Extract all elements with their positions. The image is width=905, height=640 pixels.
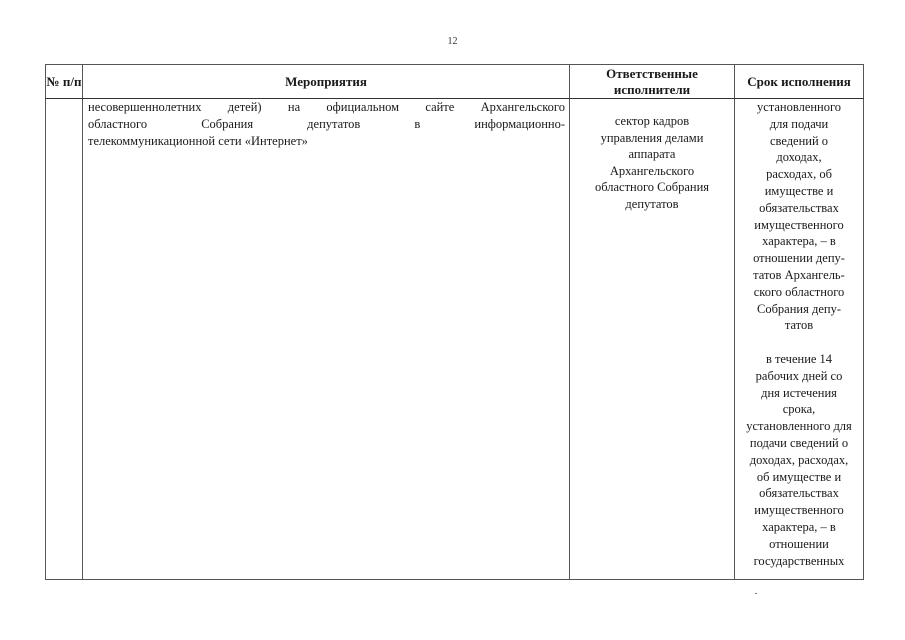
responsible-line: депутатов (625, 196, 679, 211)
term-line: имуществе и (764, 183, 834, 198)
term-line: установленного (756, 100, 842, 114)
term-line: имущественного (754, 503, 844, 518)
responsible-line: аппарата (628, 147, 676, 161)
term-line: ского областного (753, 284, 845, 299)
event-line: несовершеннолетних детей) на официальном сайте Архангельского (88, 100, 565, 114)
header-num: № п/п (46, 65, 83, 99)
term-line: обязательствах (759, 200, 839, 215)
term-line: срока, (782, 402, 816, 417)
header-term: Срок исполнения (735, 65, 864, 99)
term-line: подачи сведений о (749, 435, 849, 450)
cell-responsible (570, 99, 735, 580)
term-line: обязательствах (759, 486, 839, 501)
term-line: установленного для (746, 419, 852, 434)
term-line: сведений о (769, 133, 829, 148)
responsible-line: областного Собрания (594, 180, 710, 194)
table-header-row (46, 65, 864, 99)
table-row (46, 99, 864, 580)
term-line: доходах, расходах, (749, 452, 849, 467)
term-line: характера, – в (762, 234, 836, 249)
term-line: доходах, (776, 150, 822, 165)
term-line: государственных (753, 553, 845, 568)
header-event: Мероприятия (83, 65, 570, 99)
term-line: отношении депу- (753, 251, 845, 266)
header-responsible: Ответственные исполнители (570, 65, 735, 99)
term-line: отношении (769, 536, 829, 551)
event-line: областного Собрания депутатов в информационно- (88, 117, 565, 131)
term-line: для подачи (769, 116, 829, 131)
term-spacer (736, 334, 862, 351)
measures-table (45, 64, 864, 580)
responsible-line: управления делами (600, 130, 704, 145)
event-line: телекоммуникационной сети «Интернет» (88, 134, 308, 148)
term-line: расходах, об (766, 167, 832, 182)
term-line: об имуществе и (756, 469, 842, 484)
cell-term (735, 99, 864, 580)
term-line: характера, – в (762, 519, 836, 534)
term-line: дня истечения (761, 385, 837, 400)
term-line: имущественного (754, 217, 844, 232)
term-line: татов (784, 318, 814, 333)
responsible-line: сектор кадров (614, 114, 690, 128)
cell-num (46, 99, 83, 580)
term-line: Собрания депу- (756, 301, 841, 316)
page-number: 12 (447, 36, 458, 47)
term-line: в течение 14 (765, 351, 833, 366)
term-line: татов Архангель- (753, 267, 845, 282)
term-line: рабочих дней со (755, 368, 843, 383)
cell-event (83, 99, 570, 580)
responsible-line: Архангельского (609, 163, 695, 178)
scan-speck (755, 593, 757, 594)
